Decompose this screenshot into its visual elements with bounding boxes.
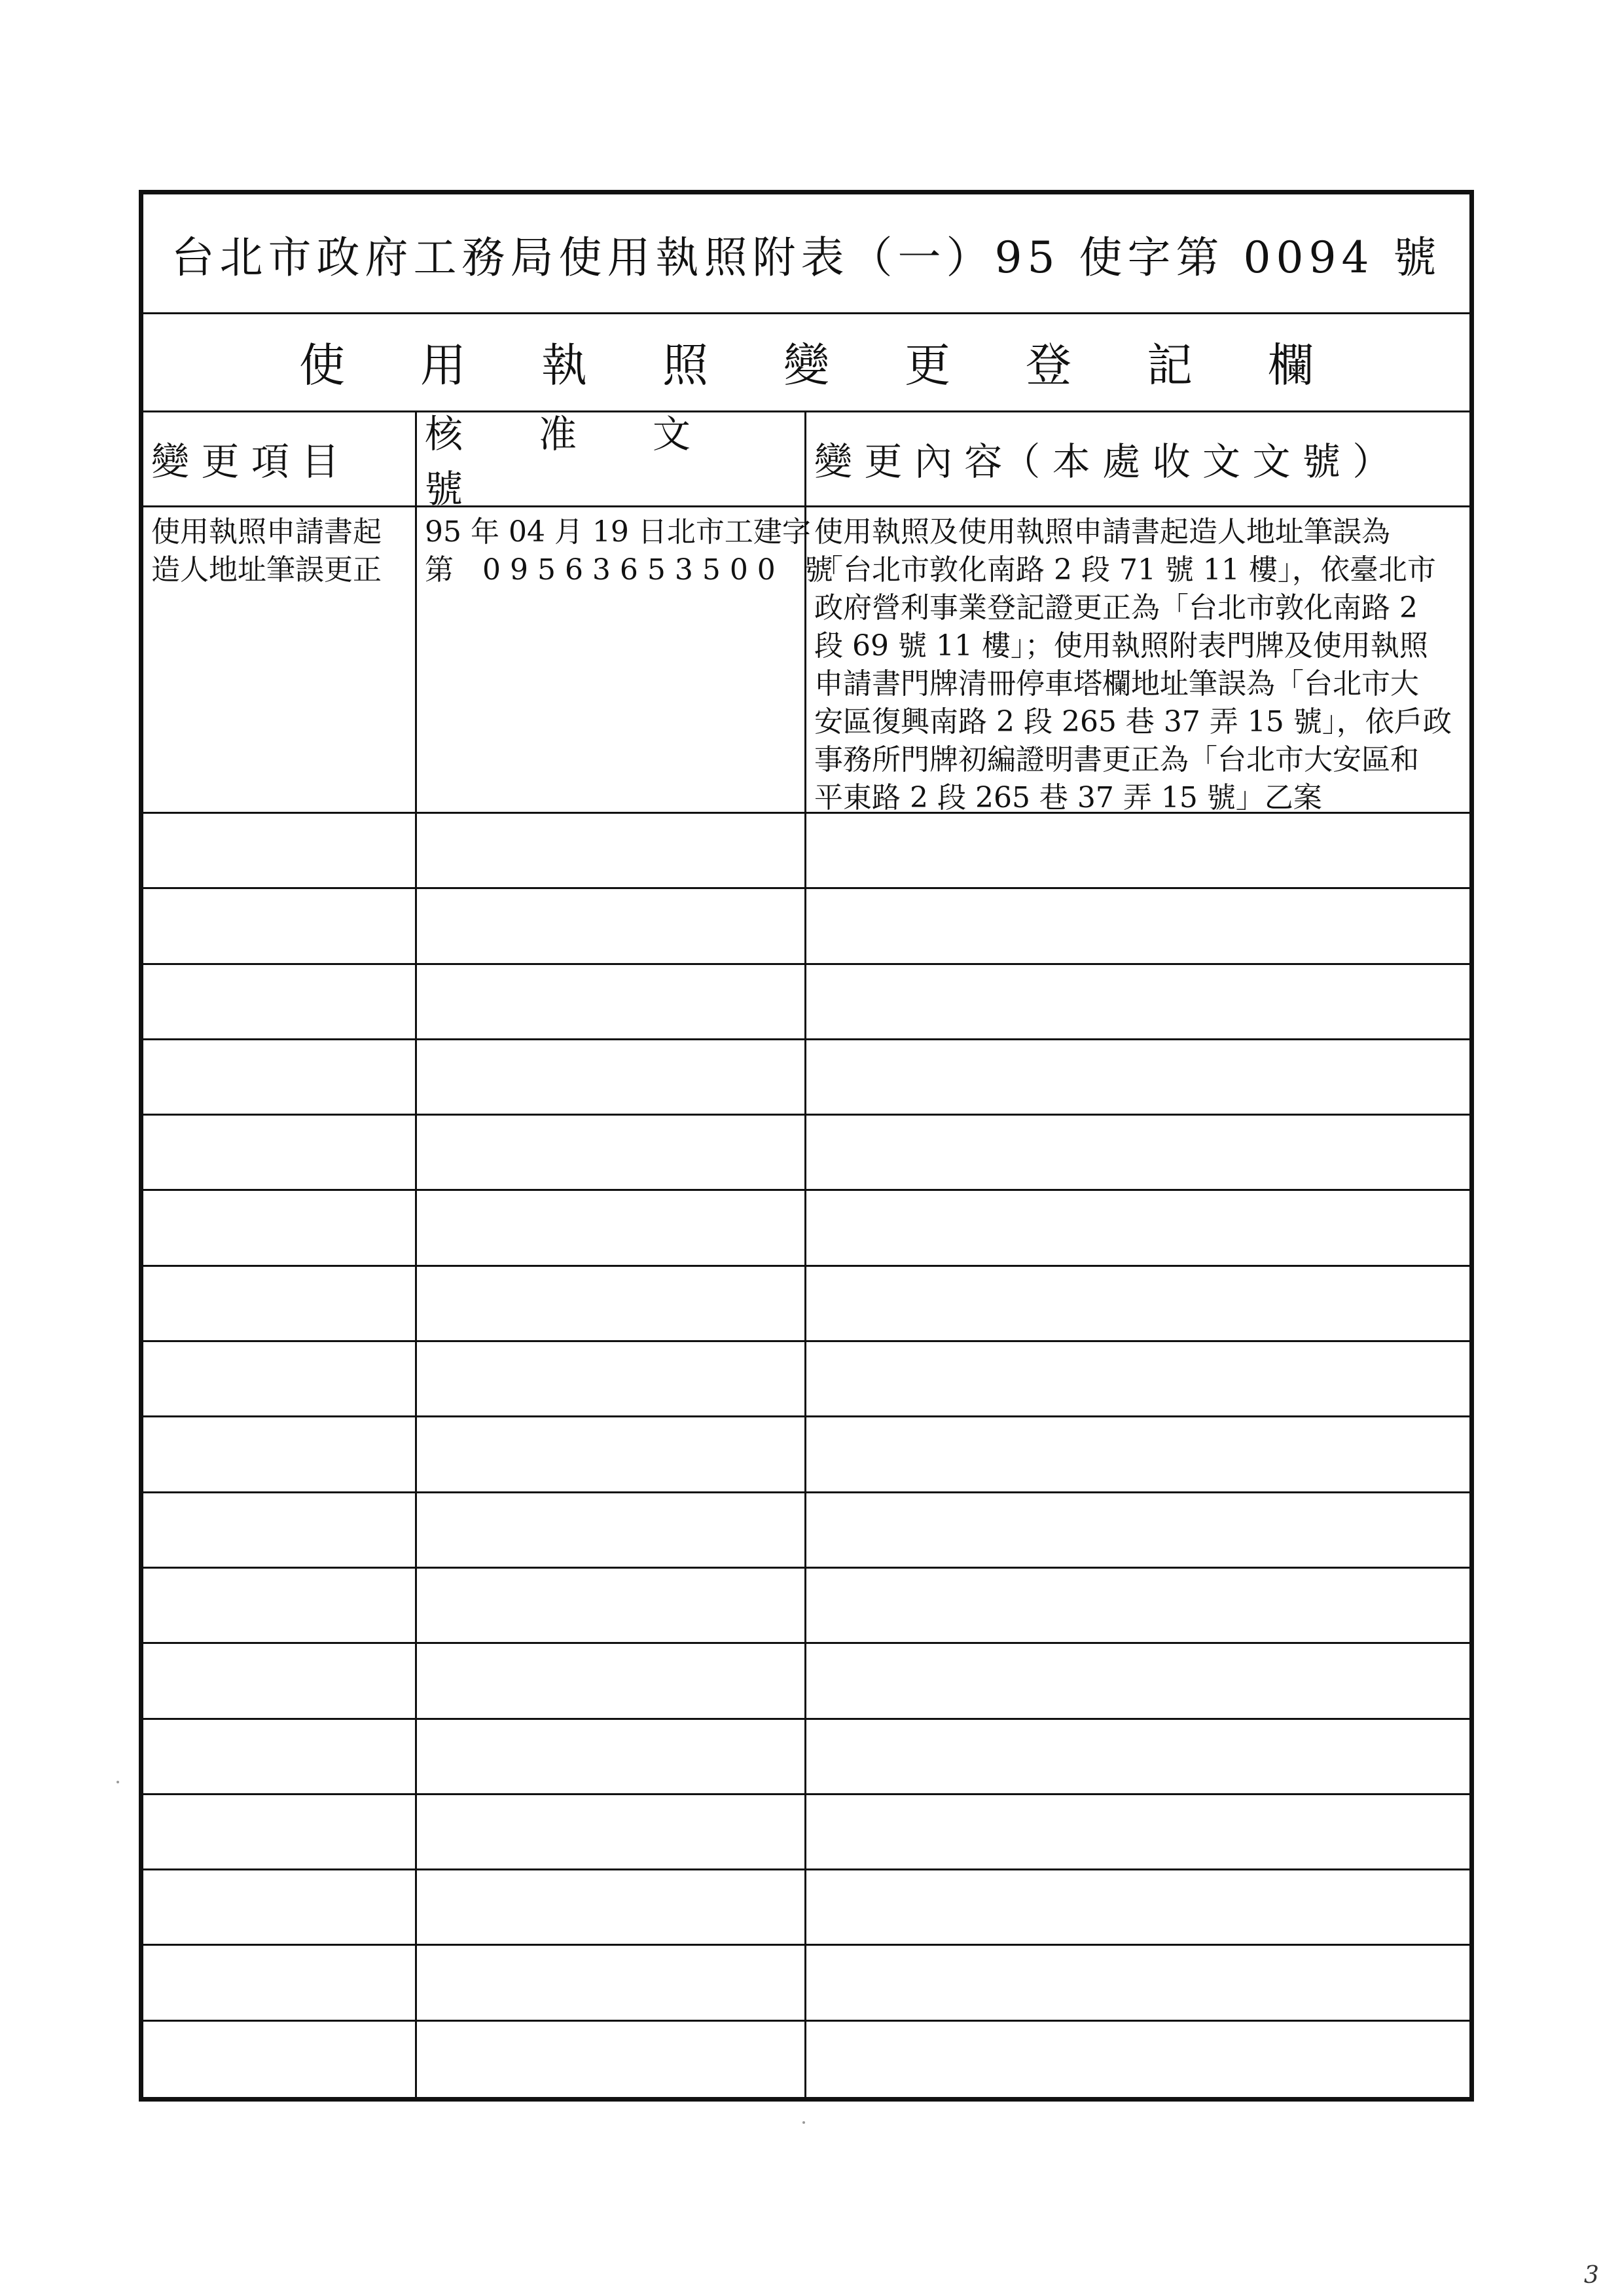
table-header [143,410,1469,511]
change-content-line: 「台北市敦化南路 2 段 71 號 11 樓」，依臺北市 [814,553,1436,587]
blank-table-row [143,1114,1469,1116]
subtitle-char: 使 [299,338,345,392]
change-item-line: 造人地址筆誤更正 [151,553,382,587]
change-content-line: 申請書門牌清冊停車塔欄地址筆誤為「台北市大 [814,667,1419,701]
blank-table-row [143,887,1469,889]
table-body [143,505,1469,2097]
header-change-content [806,410,1469,505]
subtitle-char: 更 [905,338,950,392]
blank-table-row [143,1642,1469,1644]
blank-table-row [143,1038,1469,1040]
form-title: 台北市政府工務局使用執照附表（一）95 使字第 0094 號 [143,194,1469,314]
approval-number-line: 95 年 04 月 19 日北市工建字 [425,515,811,549]
subtitle-char: 登 [1026,338,1071,392]
header-approval-number-label: 核 准 文 號 [425,411,767,511]
approval-number-line: 第 0 9 5 6 3 6 5 3 5 0 0 號 [425,553,833,587]
header-change-item-label: 變 更 項 目 [151,439,340,484]
blank-table-row [143,963,1469,965]
change-item-cell [143,513,415,589]
table-row [143,505,1469,814]
blank-table-row [143,1793,1469,1795]
blank-table-row [143,1340,1469,1342]
blank-table-row [143,1265,1469,1267]
subtitle-char: 記 [1147,338,1193,392]
subtitle-char: 欄 [1268,338,1314,392]
blank-table-row [143,1718,1469,1720]
blank-table-row [143,1567,1469,1569]
blank-table-row [143,1491,1469,1493]
subtitle-char: 執 [541,338,587,392]
page-number-mark: 3 [1584,2262,1599,2289]
blank-table-row [143,1189,1469,1191]
blank-table-row [143,1944,1469,1946]
subtitle-char: 用 [420,338,466,392]
change-content-line: 段 69 號 11 樓」；使用執照附表門牌及使用執照 [814,629,1428,663]
subtitle-char: 照 [662,338,708,392]
change-content-line: 事務所門牌初編證明書更正為「台北市大安區和 [814,743,1419,776]
blank-table-row [143,1868,1469,1870]
change-content-cell [806,513,1469,817]
header-change-item [143,410,417,505]
form-subtitle [143,312,1469,412]
change-registration-form [139,190,1474,2102]
header-change-content-label: 變 更 內 容（ 本 處 收 文 文 號 ） [814,439,1391,484]
change-content-line: 安區復興南路 2 段 265 巷 37 弄 15 號」，依戶政 [814,705,1452,738]
change-content-line: 平東路 2 段 265 巷 37 弄 15 號」乙案 [814,781,1322,814]
change-content-line: 使用執照及使用執照申請書起造人地址筆誤為 [814,515,1390,549]
change-content-line: 政府營利事業登記證更正為「台北市敦化南路 2 [814,591,1418,625]
approval-number-cell [417,513,833,589]
change-item-line: 使用執照申請書起 [151,515,382,549]
scan-speck [802,2121,805,2124]
blank-table-row [143,1415,1469,1417]
blank-table-row [143,2020,1469,2022]
subtitle-char: 變 [783,338,829,392]
header-approval-number [417,410,806,511]
scan-speck [117,1781,119,1783]
